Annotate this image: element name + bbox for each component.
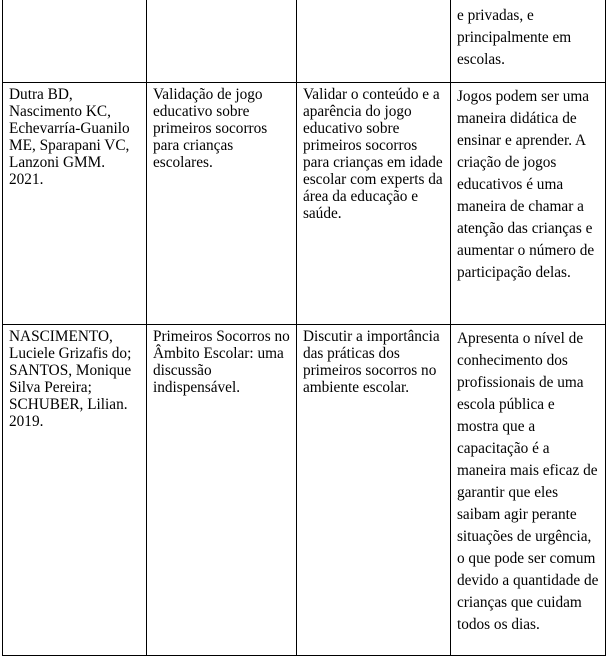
table-row [3,325,606,656]
authors-cell: NASCIMENTO, Luciele Grizafis do; SANTOS, Monique Silva Pereira; SCHUBER, Lilian. 2019. [3,325,147,656]
objective-cell [296,0,450,83]
authors-cell [3,0,147,83]
objective-cell: Discutir a importância das práticas dos primeiros socorros no ambiente escolar. [296,325,450,656]
table-row [3,0,606,83]
result-cell: Apresenta o nível de conhecimento dos profissionais de uma escola pública e mostra que a capacitação é a maneira mais eficaz de garantir que eles saibam agir perante situações de urgência, o que pode ser comum devido a quantidade de crianças que cuidam todos os dias. [450,325,605,656]
literature-review-table [2,0,606,656]
title-cell: Primeiros Socorros no Âmbito Escolar: uma discussão indispensável. [146,325,296,656]
authors-cell: Dutra BD, Nascimento KC, Echevarría-Guanilo ME, Sparapani VC, Lanzoni GMM. 2021. [3,83,147,325]
result-cell: e privadas, e principalmente em escolas. [450,0,605,83]
title-cell: Validação de jogo educativo sobre primeiros socorros para crianças escolares. [146,83,296,325]
objective-cell: Validar o conteúdo e a aparência do jogo educativo sobre primeiros socorros para crianças em idade escolar com experts da área da educação e saúde. [296,83,450,325]
result-cell: Jogos podem ser uma maneira didática de ensinar e aprender. A criação de jogos educativos é uma maneira de chamar a atenção das crianças e aumentar o número de participação delas. [450,83,605,325]
title-cell [146,0,296,83]
table-row [3,83,606,325]
